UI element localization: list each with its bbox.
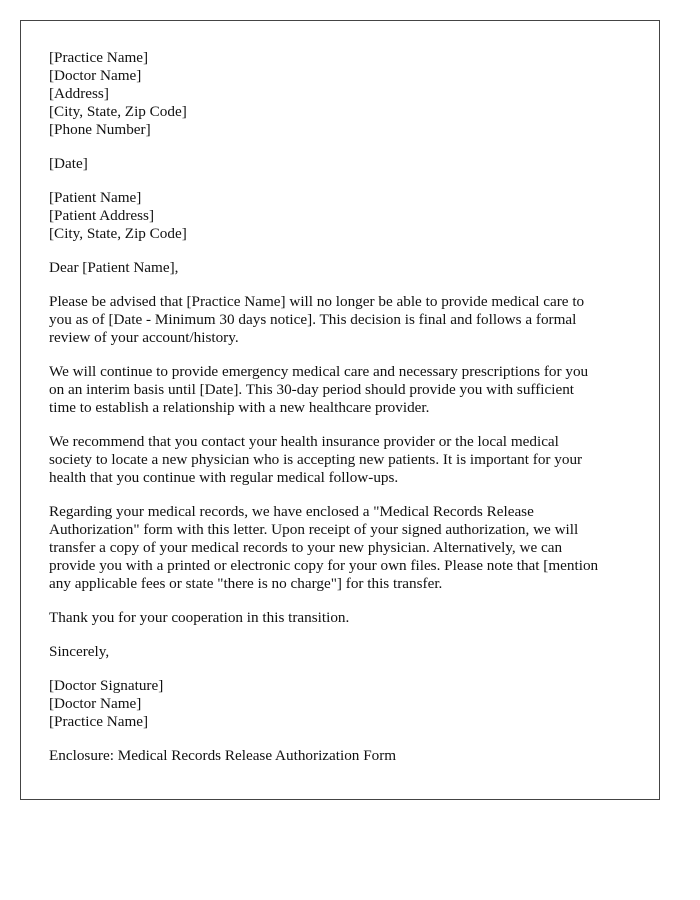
paragraph-line: Regarding your medical records, we have enclosed a "Medical Records Release bbox=[49, 503, 534, 520]
date-block bbox=[49, 155, 639, 173]
letter-page bbox=[20, 20, 660, 800]
sender-address-block bbox=[49, 49, 639, 139]
paragraph-line: We recommend that you contact your health insurance provider or the local medical bbox=[49, 433, 559, 450]
sender-city-state-zip: [City, State, Zip Code] bbox=[49, 103, 187, 120]
sender-phone-number: [Phone Number] bbox=[49, 121, 151, 138]
salutation-block bbox=[49, 259, 639, 277]
paragraph-line: time to establish a relationship with a new healthcare provider. bbox=[49, 399, 430, 416]
sender-address: [Address] bbox=[49, 85, 109, 102]
paragraph-line: any applicable fees or state "there is no charge"] for this transfer. bbox=[49, 575, 443, 592]
paragraph-thank-you bbox=[49, 609, 639, 627]
enclosure-block bbox=[49, 747, 639, 765]
paragraph-line: health that you continue with regular medical follow-ups. bbox=[49, 469, 399, 486]
paragraph-termination-notice bbox=[49, 293, 639, 347]
letter-date: [Date] bbox=[49, 155, 88, 172]
salutation: Dear [Patient Name], bbox=[49, 259, 179, 276]
paragraph-line: review of your account/history. bbox=[49, 329, 239, 346]
signature-practice-name: [Practice Name] bbox=[49, 713, 149, 730]
signature-doctor-name: [Doctor Name] bbox=[49, 695, 142, 712]
paragraph-line: Thank you for your cooperation in this transition. bbox=[49, 609, 350, 626]
recipient-address-block bbox=[49, 189, 639, 243]
paragraph-line: We will continue to provide emergency medical care and necessary prescriptions for you bbox=[49, 363, 589, 380]
paragraph-line: Please be advised that [Practice Name] will no longer be able to provide medical care to bbox=[49, 293, 585, 310]
paragraph-line: on an interim basis until [Date]. This 30-day period should provide you with sufficient bbox=[49, 381, 575, 398]
paragraph-find-new-physician bbox=[49, 433, 639, 487]
sender-doctor-name: [Doctor Name] bbox=[49, 67, 142, 84]
paragraph-line: you as of [Date - Minimum 30 days notice]. This decision is final and follows a formal bbox=[49, 311, 577, 328]
paragraph-interim-care bbox=[49, 363, 639, 417]
paragraph-line: transfer a copy of your medical records to your new physician. Alternatively, we can bbox=[49, 539, 563, 556]
paragraph-line: provide you with a printed or electronic copy for your own files. Please note that [mention bbox=[49, 557, 599, 574]
recipient-name: [Patient Name] bbox=[49, 189, 142, 206]
letter-content bbox=[49, 49, 639, 781]
paragraph-medical-records bbox=[49, 503, 639, 593]
doctor-signature: [Doctor Signature] bbox=[49, 677, 164, 694]
signature-block bbox=[49, 677, 639, 731]
sender-practice-name: [Practice Name] bbox=[49, 49, 149, 66]
recipient-address: [Patient Address] bbox=[49, 207, 155, 224]
paragraph-line: society to locate a new physician who is accepting new patients. It is important for your bbox=[49, 451, 583, 468]
closing: Sincerely, bbox=[49, 643, 110, 660]
enclosure-note: Enclosure: Medical Records Release Authorization Form bbox=[49, 747, 397, 764]
paragraph-line: Authorization" form with this letter. Upon receipt of your signed authorization, we will bbox=[49, 521, 579, 538]
recipient-city-state-zip: [City, State, Zip Code] bbox=[49, 225, 187, 242]
closing-block bbox=[49, 643, 639, 661]
